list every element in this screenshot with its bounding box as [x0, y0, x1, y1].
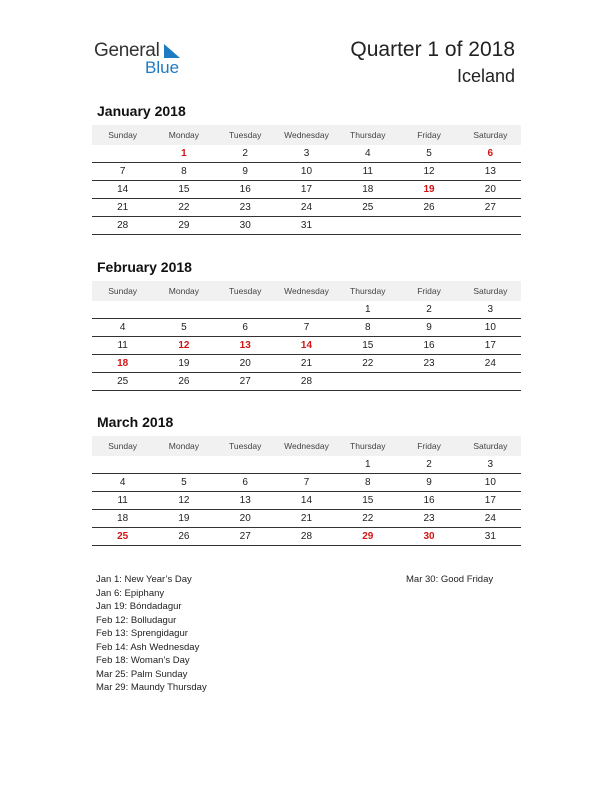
day-cell: 28 [300, 531, 313, 542]
weekday-label: Wednesday [284, 130, 329, 140]
holiday-list-right [406, 573, 493, 587]
day-cell: 13 [484, 166, 496, 177]
day-cell: 30 [239, 220, 251, 231]
day-cell: 24 [484, 358, 496, 369]
month-january [92, 104, 521, 235]
week-row [92, 163, 521, 181]
day-cell: 11 [117, 340, 128, 351]
day-cell: 5 [426, 148, 432, 159]
holiday-day-cell: 14 [300, 340, 313, 351]
holiday-entry: Feb 13: Sprengidagur [96, 628, 188, 639]
day-cell: 24 [300, 202, 313, 213]
month-title: February 2018 [97, 259, 192, 275]
weekday-label: Thursday [350, 130, 386, 140]
month-february [92, 260, 521, 391]
day-cell: 5 [181, 477, 187, 488]
weekday-label: Monday [168, 130, 200, 140]
day-cell: 20 [239, 513, 251, 524]
holiday-day-cell: 1 [181, 148, 187, 159]
week-row [92, 217, 521, 235]
day-cell: 22 [362, 513, 374, 524]
week-row [92, 199, 521, 217]
week-row [92, 319, 521, 337]
week-row [92, 145, 521, 163]
weekday-label: Saturday [473, 286, 508, 296]
day-cell: 23 [239, 202, 251, 213]
day-cell: 12 [423, 166, 435, 177]
week-row [92, 510, 521, 528]
holiday-entry: Mar 30: Good Friday [406, 574, 494, 585]
weekday-label: Sunday [108, 130, 138, 140]
day-cell: 21 [300, 513, 313, 524]
holiday-entry: Jan 6: Epiphany [96, 587, 165, 599]
day-cell: 19 [178, 358, 190, 369]
weekday-label: Sunday [108, 286, 138, 296]
day-cell: 6 [242, 322, 248, 333]
day-cell: 14 [300, 495, 313, 506]
weekday-header-row [92, 436, 521, 456]
day-cell: 1 [364, 459, 371, 470]
day-cell: 10 [484, 322, 496, 333]
day-cell: 7 [119, 166, 126, 177]
day-cell: 7 [303, 477, 310, 488]
day-cell: 9 [242, 166, 248, 177]
day-cell: 11 [117, 495, 128, 506]
day-cell: 15 [362, 495, 374, 506]
day-cell: 29 [178, 220, 190, 231]
day-cell: 28 [117, 220, 129, 231]
week-row [92, 373, 521, 391]
day-cell: 8 [181, 166, 187, 177]
holiday-entry: Jan 19: Bóndadagur [96, 601, 182, 612]
weekday-label: Friday [417, 286, 441, 296]
day-cell: 28 [300, 376, 313, 387]
logo-text-general: General [94, 40, 160, 61]
day-cell: 27 [239, 531, 251, 542]
day-cell: 23 [423, 358, 435, 369]
week-row [92, 492, 521, 510]
weekday-label: Monday [168, 286, 200, 296]
holiday-entry: Mar 25: Palm Sunday [96, 668, 188, 680]
country-name: Iceland [456, 66, 515, 86]
holiday-day-cell: 30 [423, 531, 435, 542]
weekday-label: Friday [417, 441, 441, 451]
day-cell: 16 [423, 340, 435, 351]
weekday-header-row [92, 125, 521, 145]
week-row [92, 337, 521, 355]
day-cell: 26 [423, 202, 435, 213]
day-cell: 15 [178, 184, 190, 195]
holiday-list-left [96, 573, 207, 695]
month-march [92, 415, 521, 546]
day-cell: 21 [117, 202, 129, 213]
day-cell: 8 [364, 322, 371, 333]
day-cell: 26 [178, 531, 190, 542]
weekday-label: Wednesday [284, 286, 329, 296]
day-cell: 25 [362, 202, 374, 213]
weekday-label: Saturday [473, 130, 508, 140]
logo [94, 40, 194, 80]
weekday-label: Tuesday [229, 286, 262, 296]
day-cell: 16 [423, 495, 435, 506]
day-cell: 21 [300, 358, 313, 369]
day-cell: 20 [484, 184, 496, 195]
week-row [92, 301, 521, 319]
day-cell: 17 [300, 184, 313, 195]
day-cell: 18 [117, 513, 129, 524]
weekday-label: Thursday [350, 286, 386, 296]
weekday-header-row [92, 281, 521, 301]
day-cell: 25 [117, 376, 129, 387]
day-cell: 9 [426, 477, 432, 488]
day-cell: 2 [242, 148, 248, 159]
weekday-label: Friday [417, 130, 441, 140]
day-cell: 19 [178, 513, 190, 524]
day-cell: 16 [239, 184, 251, 195]
day-cell: 9 [426, 322, 432, 333]
day-cell: 2 [426, 459, 432, 470]
holiday-entry: Mar 29: Maundy Thursday [96, 682, 207, 693]
day-cell: 14 [117, 184, 129, 195]
month-title: January 2018 [97, 103, 186, 119]
holiday-entry: Feb 12: Bolludagur [96, 614, 177, 626]
page-title: Quarter 1 of 2018 [350, 38, 515, 61]
day-cell: 20 [239, 358, 251, 369]
week-row [92, 474, 521, 492]
day-cell: 7 [303, 322, 310, 333]
day-cell: 4 [119, 477, 126, 488]
holiday-day-cell: 12 [178, 340, 190, 351]
month-title: March 2018 [97, 414, 174, 430]
day-cell: 26 [178, 376, 190, 387]
day-cell: 27 [239, 376, 251, 387]
day-cell: 17 [484, 495, 496, 506]
holiday-entry: Feb 14: Ash Wednesday [96, 641, 200, 653]
day-cell: 4 [364, 148, 371, 159]
holiday-day-cell: 25 [117, 531, 129, 542]
holiday-day-cell: 18 [117, 358, 129, 369]
holiday-entry: Jan 1: New Year’s Day [96, 574, 192, 585]
day-cell: 3 [303, 148, 310, 159]
week-row [92, 355, 521, 373]
day-cell: 10 [300, 166, 313, 177]
day-cell: 3 [487, 304, 494, 315]
weekday-label: Wednesday [284, 441, 329, 451]
holiday-day-cell: 6 [487, 148, 494, 159]
weekday-label: Monday [168, 441, 200, 451]
day-cell: 31 [484, 531, 496, 542]
week-row [92, 528, 521, 546]
day-cell: 4 [119, 322, 126, 333]
day-cell: 2 [426, 304, 432, 315]
day-cell: 11 [362, 166, 373, 177]
day-cell: 31 [300, 220, 313, 231]
week-row [92, 181, 521, 199]
day-cell: 5 [181, 322, 187, 333]
weekday-label: Sunday [108, 441, 138, 451]
holiday-day-cell: 13 [239, 340, 251, 351]
holiday-day-cell: 19 [423, 184, 435, 195]
day-cell: 17 [484, 340, 496, 351]
day-cell: 3 [487, 459, 494, 470]
day-cell: 24 [484, 513, 496, 524]
day-cell: 22 [178, 202, 190, 213]
day-cell: 13 [239, 495, 251, 506]
day-cell: 10 [484, 477, 496, 488]
weekday-label: Tuesday [229, 130, 262, 140]
weekday-label: Saturday [473, 441, 508, 451]
day-cell: 1 [364, 304, 371, 315]
holiday-day-cell: 29 [362, 531, 374, 542]
day-cell: 23 [423, 513, 435, 524]
holiday-entry: Feb 18: Woman’s Day [96, 655, 190, 666]
day-cell: 22 [362, 358, 374, 369]
day-cell: 18 [362, 184, 374, 195]
day-cell: 12 [178, 495, 190, 506]
logo-text-blue: Blue [145, 58, 180, 77]
day-cell: 6 [242, 477, 248, 488]
day-cell: 15 [362, 340, 374, 351]
weekday-label: Tuesday [229, 441, 262, 451]
weekday-label: Thursday [350, 441, 386, 451]
day-cell: 27 [484, 202, 496, 213]
day-cell: 8 [364, 477, 371, 488]
week-row [92, 456, 521, 474]
